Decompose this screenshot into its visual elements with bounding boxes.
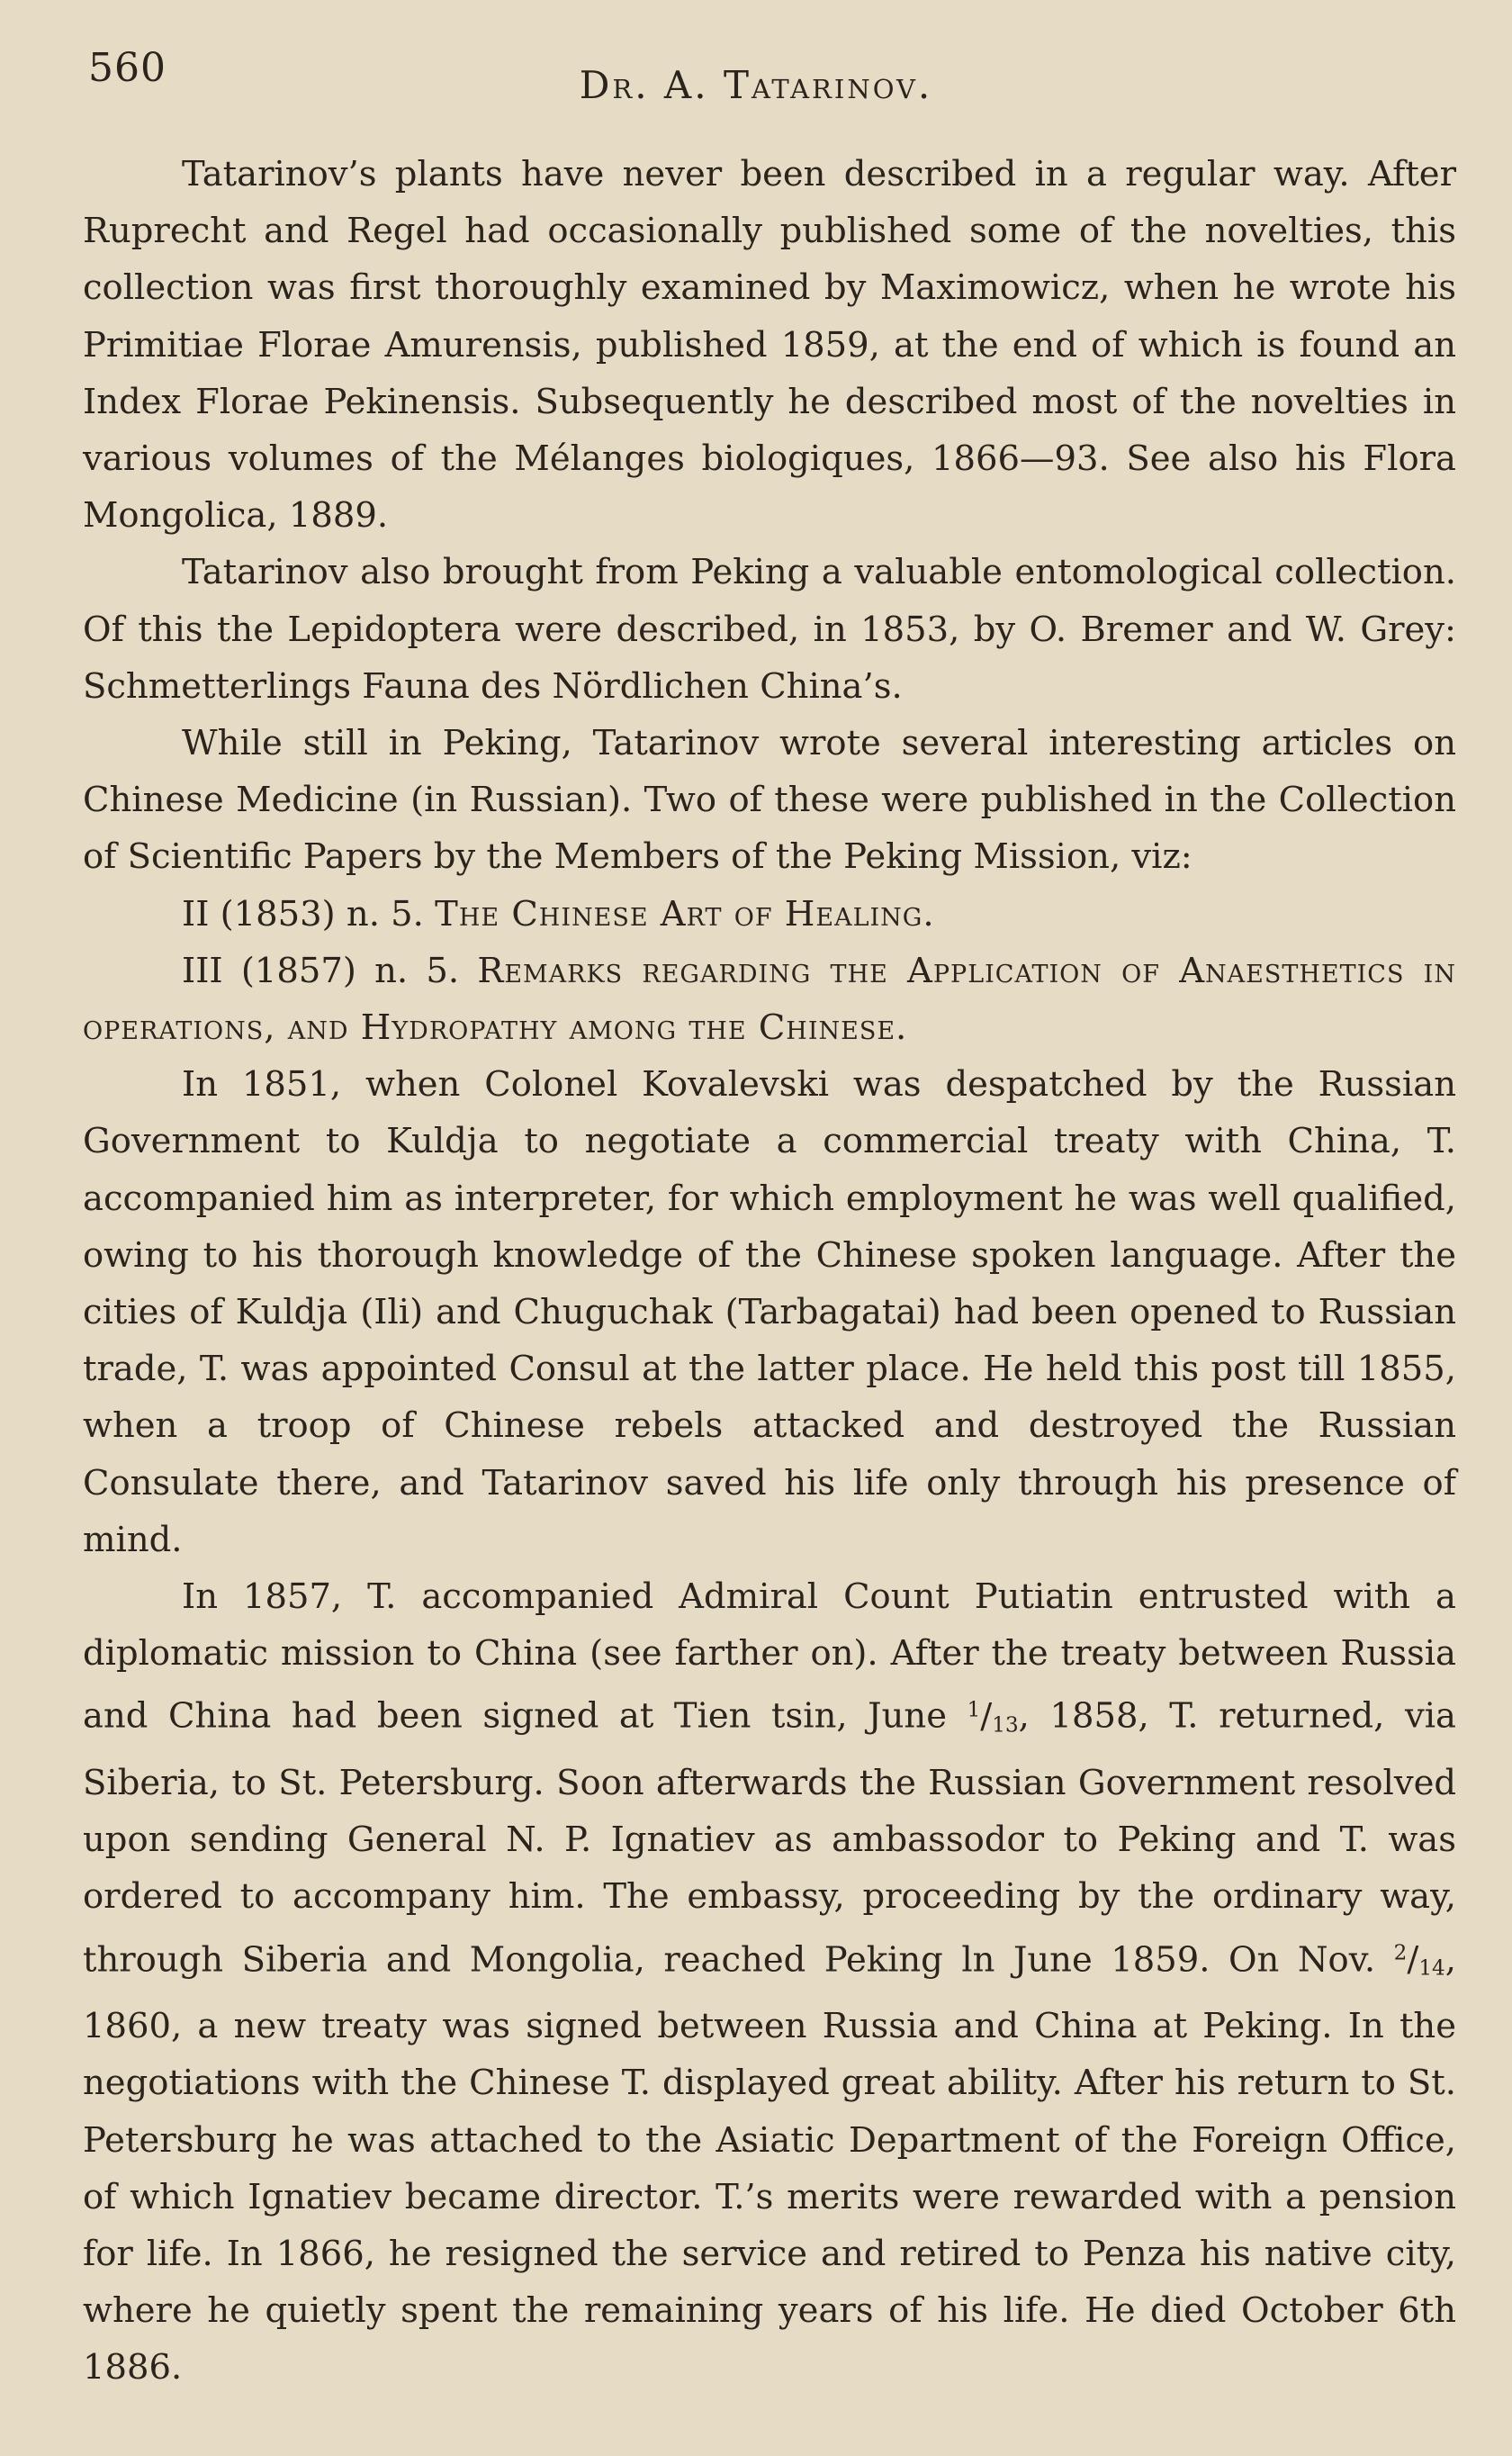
page-number: 560 [88, 45, 166, 91]
paragraph-diplomacy [83, 1568, 1456, 2396]
article-item-1 [83, 886, 1456, 943]
paragraph-entomology: Tatarinov also brought from Peking a valuable entomological collection. Of this the Lepidoptera were described, in 1853, by O. Bremer and W. Grey: Schmetterlings Fauna des Nördlichen China’s. [83, 552, 1456, 707]
paragraph-text: In 1857, T. accompanied Admiral Count Putiatin entrusted with a diplomatic mission to China (see farther on). After the treaty between Russia and China had been signed at Tien tsin, June [83, 1576, 1456, 1738]
paragraph-kuldja: In 1851, when Colonel Kovalevski was despatched by the Russian Government to Kuldja to negotiate a commercial treaty with China, T. accompanied him as interpreter, for which employment he was well qualified, owing to his thorough knowledge of the Chinese spoken language. After the cities of Kuldja (Ili) and Chuguchak (Tarbagatai) had been opened to Russian trade, T. was appointed Consul at the latter place. He held this post till 1855, when a troop of Chinese rebels attacked and destroyed the Russian Consulate there, and Tatarinov saved his life only through his presence of mind. [83, 1064, 1456, 1560]
body-text [83, 146, 1456, 2397]
paragraph-medicine: While still in Peking, Tatarinov wrote several interesting articles on Chinese Medicine (in Russian). Two of these were published in the Collection of Scientific Papers by the Members of the Peking Mission, viz: [83, 723, 1456, 878]
article-reference: III (1857) n. 5. [182, 950, 460, 991]
page-header [0, 0, 1512, 126]
paragraph-text: , 1858, T. returned, via Siberia, to St. Petersburg. Soon afterwards the Russian Government resolved upon sending General N. P. Ignatiev as ambassodor to Peking and T. was ordered to accompany him. The embassy, proceeding by the ordinary way, through Siberia and Mongolia, reached Peking ln June 1859. On Nov. [83, 1696, 1456, 1981]
date-fraction: $^1/_{13}$ [967, 1696, 1019, 1738]
fraction-denominator: 13 [992, 1713, 1019, 1738]
article-title: Remarks regarding the Application of Anaesthetics in operations, and Hydropathy among the Chinese. [83, 950, 1456, 1049]
article-title: The Chinese Art of Healing. [435, 893, 935, 935]
article-item-2 [83, 943, 1456, 1056]
article-reference: II (1853) n. 5. [182, 893, 424, 935]
running-title: Dr. A. Tatarinov. [579, 63, 933, 107]
paragraph-plants: Tatarinov’s plants have never been described in a regular way. After Ruprecht and Regel had occasionally published some of the novelties, this collection was first thoroughly examined by Maximowicz, when he wrote his Primitiae Florae Amurensis, published 1859, at the end of which is found an Index Florae Pekinensis. Subsequently he described most of the novelties in various volumes of the Mélanges biologiques, 1866—93. See also his Flora Mongolica, 1889. [83, 154, 1456, 537]
fraction-numerator: 2 [1393, 1941, 1408, 1965]
fraction-numerator: 1 [967, 1698, 981, 1722]
date-fraction: $^2/_{14}$ [1393, 1939, 1445, 1981]
fraction-denominator: 14 [1418, 1956, 1445, 1981]
paragraph-text: , 1860, a new treaty was signed between Russia and China at Peking. In the negotiations with the Chinese T. displayed great ability. After his return to St. Petersburg he was attached to the Asiatic Department of the Foreign Office, of which Ignatiev became director. T.’s merits were rewarded with a pension for life. In 1866, he resigned the service and retired to Penza his native city, where he quietly spent the remaining years of his life. He died October 6th 1886. [83, 1939, 1456, 2388]
